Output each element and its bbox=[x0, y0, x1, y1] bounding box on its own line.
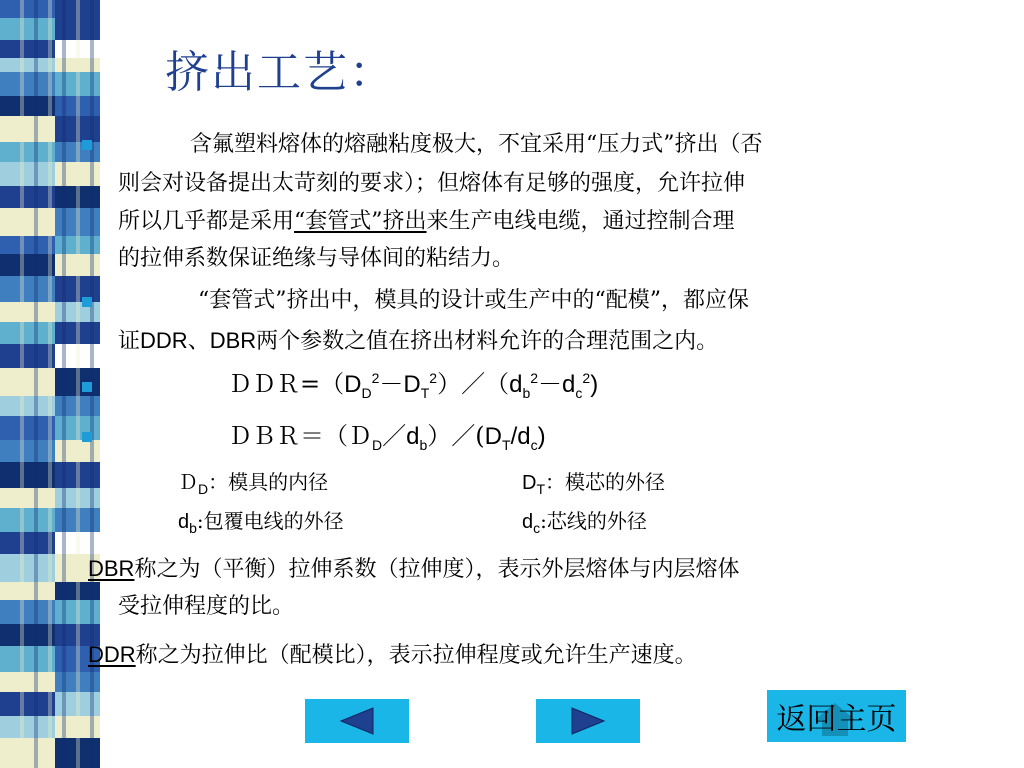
formula-close: ) bbox=[537, 423, 546, 450]
para1-line2: 则会对设备提出太苛刻的要求）；但熔体有足够的强度，允许拉伸 bbox=[118, 171, 746, 196]
formula-minus: － bbox=[538, 370, 563, 398]
para2-text-end: 两个参数之值在挤出材料允许的合理范围之内。 bbox=[256, 329, 719, 354]
legend-symbol: Ｄ bbox=[178, 470, 198, 494]
dbr-formula bbox=[228, 422, 546, 451]
legend-symbol: d bbox=[522, 511, 534, 533]
para2-text: 证 bbox=[118, 329, 141, 354]
ddr-formula bbox=[228, 370, 598, 399]
dbr-term: DBR bbox=[88, 556, 135, 581]
legend-subscript: c bbox=[533, 520, 541, 536]
legend-coated-wire-diameter bbox=[178, 507, 344, 536]
formula-subscript: b bbox=[522, 384, 531, 401]
legend-symbol: D bbox=[522, 472, 537, 494]
para1-line1: 含氟塑料熔体的熔融粘度极大，不宜采用“压力式”挤出（否 bbox=[190, 132, 763, 157]
formula-subscript: b bbox=[419, 436, 428, 453]
left-triangle-icon bbox=[337, 706, 377, 736]
formula-symbol: d bbox=[562, 371, 576, 398]
bullet-marker bbox=[82, 382, 92, 392]
return-home-button[interactable] bbox=[767, 690, 906, 742]
legend-tip-outer-diameter bbox=[522, 468, 665, 497]
dbr-definition-text: 称之为（平衡）拉伸系数（拉伸度），表示外层熔体与内层熔体 bbox=[134, 557, 740, 582]
right-triangle-icon bbox=[568, 706, 608, 736]
legend-text: ：模芯的外径 bbox=[545, 470, 666, 494]
bullet-marker bbox=[82, 140, 92, 150]
page-title: 挤出工艺： bbox=[165, 47, 395, 98]
ddr-definition bbox=[88, 641, 697, 670]
formula-subscript: T bbox=[502, 436, 511, 453]
formula-subscript: D bbox=[372, 436, 383, 453]
ddr-abbrev: DDR bbox=[140, 328, 188, 353]
bullet-marker bbox=[82, 432, 92, 442]
bullet-marker bbox=[82, 297, 92, 307]
legend-subscript: D bbox=[198, 481, 209, 497]
legend-text: ：模具的内径 bbox=[208, 470, 329, 494]
para2-line1: “套管式”挤出中，模具的设计或生产中的“配模”，都应保 bbox=[198, 288, 749, 313]
formula-symbol: D bbox=[403, 371, 421, 398]
legend-die-inner-diameter bbox=[178, 468, 328, 496]
formula-close: ) bbox=[590, 371, 599, 398]
formula-symbol: d bbox=[509, 371, 523, 398]
formula-separator: ）／（ bbox=[437, 370, 510, 398]
legend-core-wire-diameter bbox=[522, 507, 647, 536]
ddr-term: DDR bbox=[88, 642, 136, 667]
formula-symbol: D bbox=[484, 423, 502, 450]
para1-line3-start: 所以几乎都是采用 bbox=[118, 209, 295, 234]
formula-subscript: c bbox=[530, 436, 538, 453]
formula-subscript: D bbox=[361, 384, 372, 401]
formula-superscript: 2 bbox=[429, 370, 438, 386]
para1-line3-end: 来生产电线电缆，通过控制合理 bbox=[426, 209, 735, 234]
dbr-definition-line2: 受拉伸程度的比。 bbox=[118, 594, 295, 619]
previous-slide-button[interactable] bbox=[305, 699, 409, 743]
sleeve-extrusion-term: “套管式”挤出 bbox=[294, 209, 427, 234]
formula-symbol: d bbox=[517, 423, 531, 450]
legend-text: :芯线的外径 bbox=[540, 509, 647, 533]
para2-separator: 、 bbox=[187, 329, 210, 354]
legend-subscript: b bbox=[189, 520, 197, 536]
formula-superscript: 2 bbox=[371, 370, 380, 386]
legend-symbol: d bbox=[178, 511, 190, 533]
legend-subscript: T bbox=[536, 481, 546, 497]
formula-subscript: T bbox=[420, 384, 430, 401]
para2-line2 bbox=[118, 327, 718, 356]
return-home-label: 返回主页 bbox=[776, 702, 897, 737]
legend-text: :包覆电线的外径 bbox=[196, 509, 344, 533]
formula-superscript: 2 bbox=[530, 370, 539, 386]
formula-superscript: 2 bbox=[582, 370, 591, 386]
para1-line4: 的拉伸系数保证绝缘与导体间的粘结力。 bbox=[118, 246, 515, 271]
formula-minus: － bbox=[379, 370, 404, 398]
formula-symbol: d bbox=[406, 423, 420, 450]
dbr-definition-line1 bbox=[88, 555, 739, 584]
formula-separator: ）／( bbox=[427, 422, 485, 450]
formula-subscript: c bbox=[575, 384, 583, 401]
formula-lhs: ＤＤＲ=（ bbox=[228, 370, 345, 398]
ddr-definition-text: 称之为拉伸比（配模比），表示拉伸程度或允许生产速度。 bbox=[135, 643, 697, 668]
formula-slash: ／ bbox=[382, 422, 407, 450]
next-slide-button[interactable] bbox=[536, 699, 640, 743]
para1-line3 bbox=[118, 208, 735, 236]
dbr-abbrev: DBR bbox=[209, 328, 257, 353]
formula-lhs: ＤＢＲ＝（Ｄ bbox=[228, 422, 372, 450]
formula-symbol: D bbox=[344, 371, 362, 398]
formula-slash: / bbox=[510, 423, 518, 450]
